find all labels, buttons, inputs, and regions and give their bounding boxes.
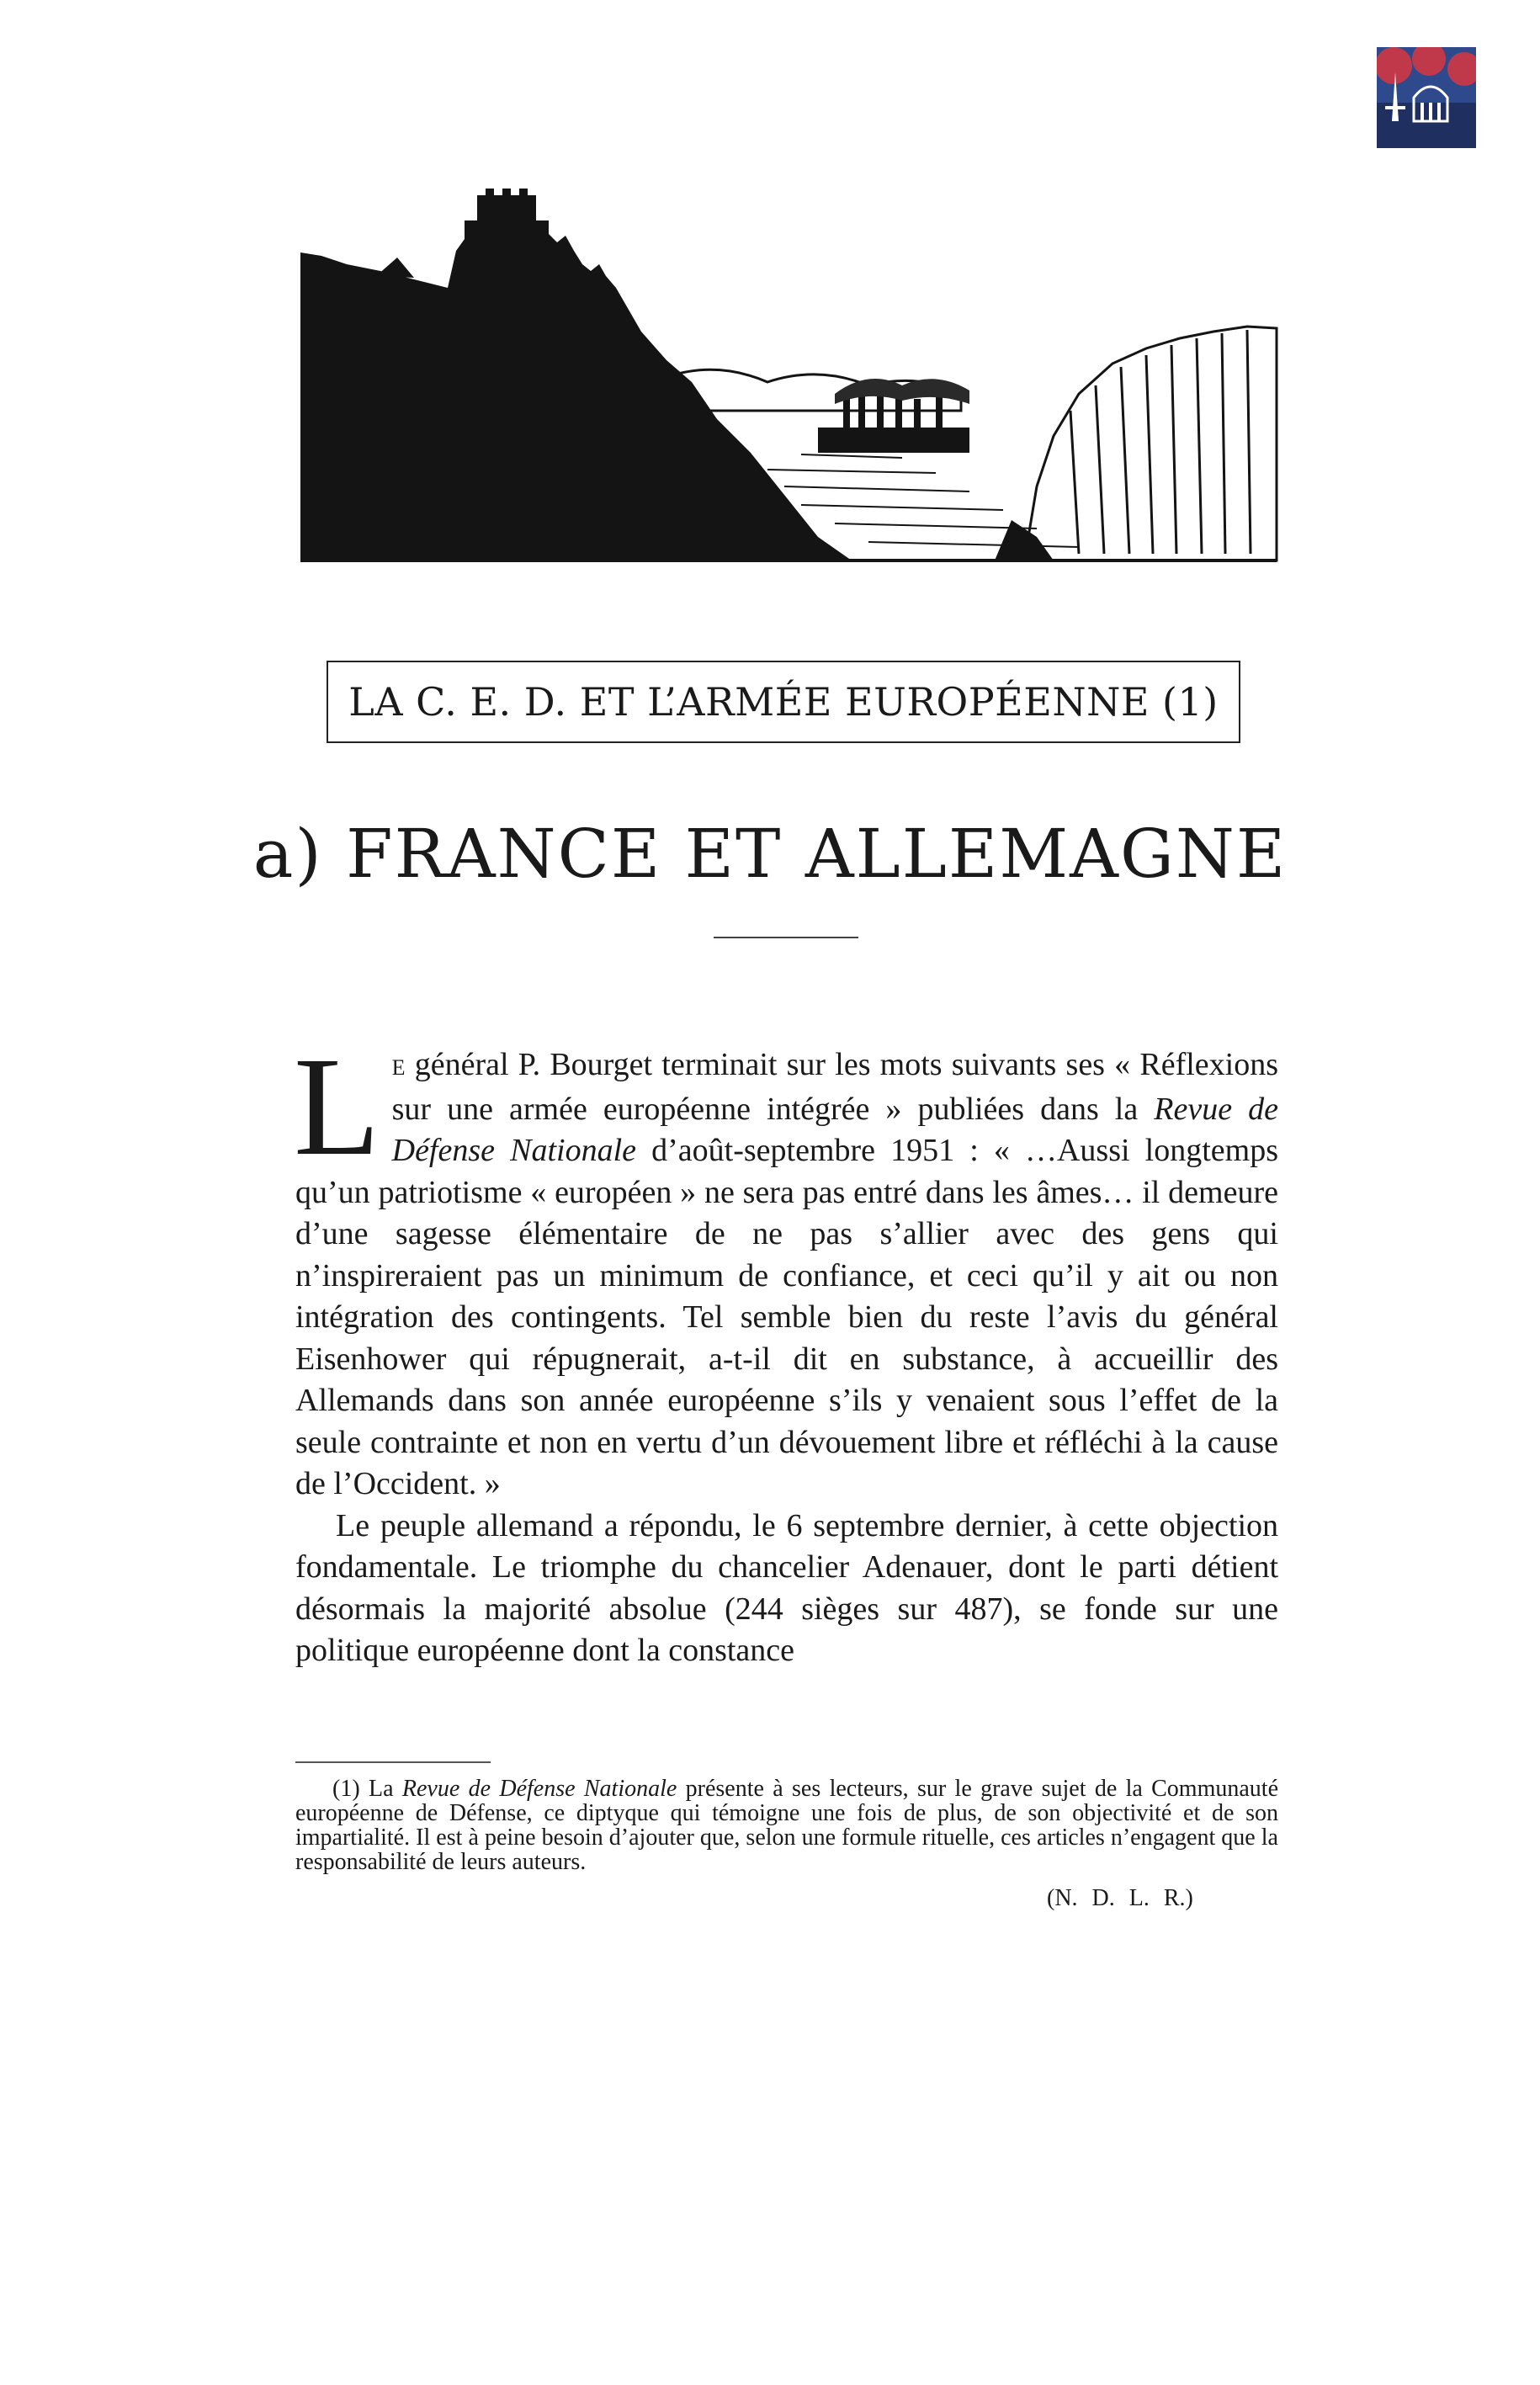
footnote-text-b: présente à ses lecteurs, sur le grave sujet de la Communauté européenne de Défense, ce diptyque qui témoigne une fois de plus, de son objectivité et de son impartialité. Il est à peine besoin d’ajouter que, selon une formule rituelle, ces articles n’engagent que la responsabilité de leurs auteurs. xyxy=(295,1776,1278,1875)
series-title: LA C. E. D. ET L’ARMÉE EUROPÉENNE (1) xyxy=(348,679,1219,725)
footnote-journal-name: Revue de Défense Nationale xyxy=(401,1776,677,1802)
drop-cap: L xyxy=(294,1028,380,1185)
paragraph-1-text-a: général P. Bourget terminait sur les mots suivants ses « Réflexions sur une armée européenne intégrée » publiées dans la xyxy=(391,1047,1278,1127)
footnote xyxy=(295,1777,1278,1874)
header-illustration xyxy=(296,183,1284,589)
footnote-divider xyxy=(295,1761,491,1763)
article-body xyxy=(294,1028,1278,1672)
publisher-logo xyxy=(1377,47,1476,148)
title-divider xyxy=(714,937,858,938)
journal-name: Revue de Défense Nationale xyxy=(391,1091,1278,1168)
paragraph-1 xyxy=(294,1028,1278,1506)
main-title: a) FRANCE ET ALLEMAGNE xyxy=(252,815,1288,893)
series-heading-box xyxy=(327,661,1240,743)
paragraph-1-text-b: d’août-septembre 1951 : « …Aussi longtemps qu’un patriotisme « européen » ne sera pas entré dans les âmes… il demeure d’une sagesse élémentaire de ne pas s’allier avec des gens qui n’inspireraient pas un minimum de confiance, et ceci qu’il y ait ou non intégration des contingents. Tel semble bien du reste l’avis du général Eisenhower qui répugnerait, a-t-il dit en substance, à accueillir des Allemands dans son année européenne s’ils y venaient sous l’effet de la seule contrainte et non en vertu d’un dévouement libre et réfléchi à la cause de l’Occident. » xyxy=(295,1133,1278,1501)
footnote-signoff: (N. D. L. R.) xyxy=(1047,1885,1193,1911)
castle-landscape-illustration xyxy=(296,183,1284,589)
publisher-logo-icon xyxy=(1377,47,1476,148)
footnote-text xyxy=(295,1777,1278,1874)
paragraph-2: Le peuple allemand a répondu, le 6 septembre dernier, à cette objection fondamentale. Le triomphe du chancelier Adenauer, dont le parti détient désormais la majorité absolue (244 sièges sur 487), se fonde sur une politique européenne dont la constance xyxy=(295,1507,1278,1668)
small-cap: E xyxy=(391,1055,406,1080)
footnote-text-a: (1) La xyxy=(332,1776,402,1802)
